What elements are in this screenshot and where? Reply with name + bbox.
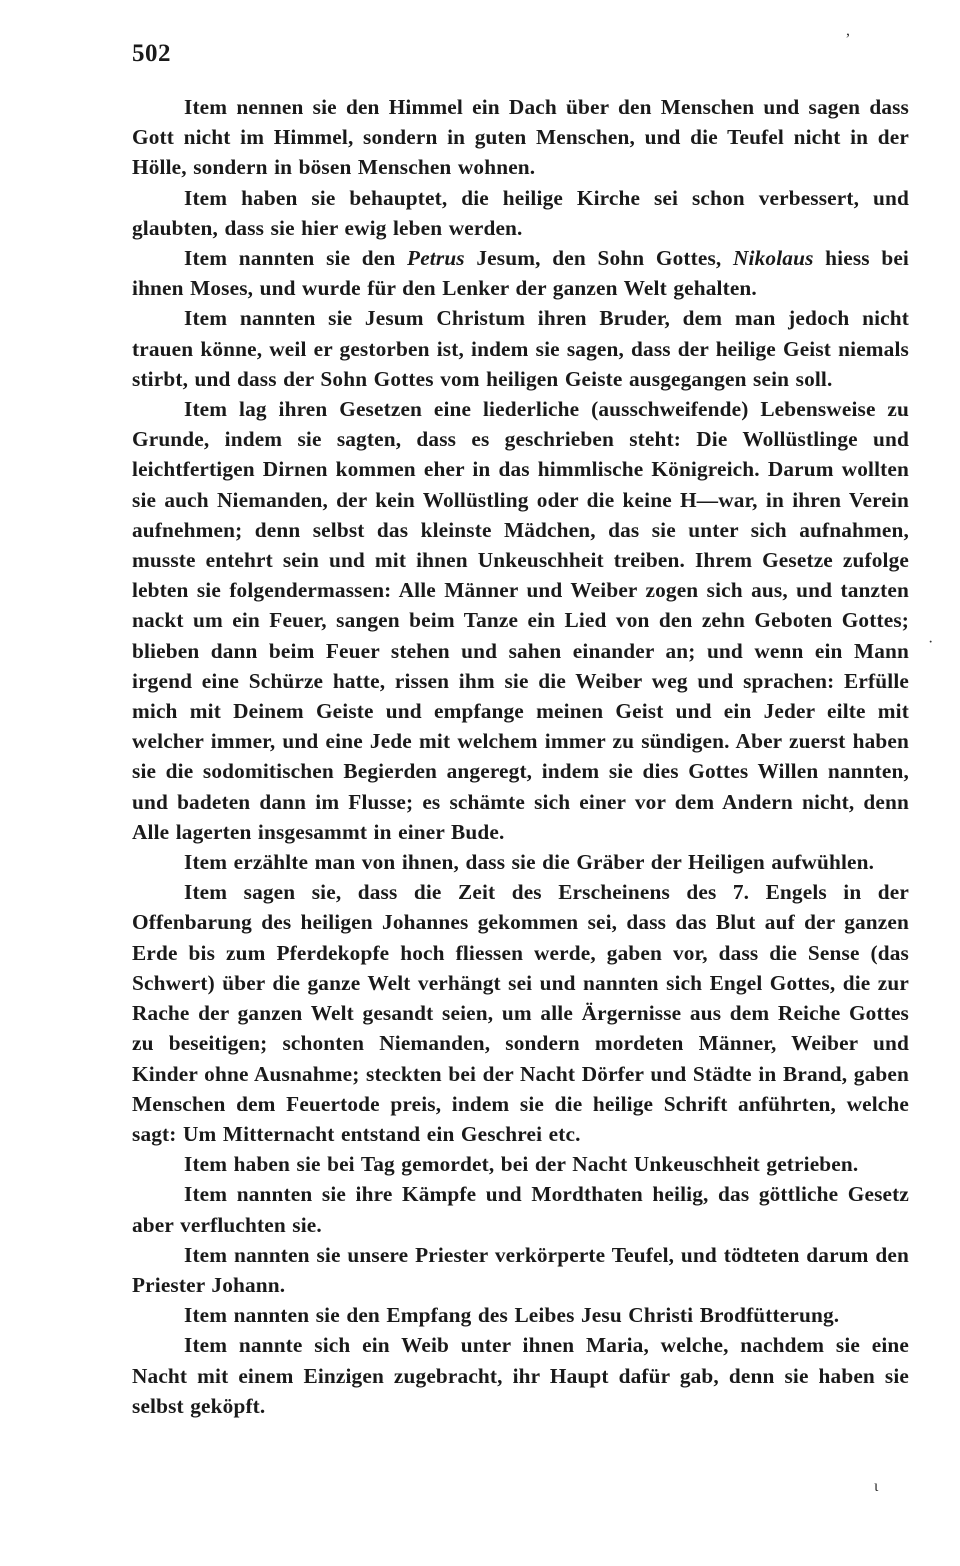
paragraph: Item nannten sie Jesum Christum ihren Bruder, dem man jedoch nicht trauen könne, weil er gestorben ist, indem sie sagen, dass der heilige Geist niemals stirbt, und dass der Sohn Gottes vom heiligen Geiste ausgegangen sein soll. <box>132 306 909 391</box>
page-number: 502 <box>132 40 171 67</box>
paragraph-text: hiess bei ihnen Moses, und wurde für den Lenker der ganzen Welt gehalten. <box>132 246 909 301</box>
paragraph: Item nannte sich ein Weib unter ihnen Maria, welche, nachdem sie eine Nacht mit einem Einzigen zugebracht, ihr Haupt dafür gab, denn sie haben sie selbst geköpft. <box>132 1333 909 1418</box>
paragraph: Item haben sie bei Tag gemordet, bei der Nacht Unkeuschheit getrieben. <box>184 1152 859 1177</box>
stray-mark: · <box>928 634 934 651</box>
name-nikolaus: Nikolaus <box>733 246 814 271</box>
paragraph: Item erzählte man von ihnen, dass sie die Gräber der Heiligen aufwühlen. <box>184 850 875 875</box>
paragraph: Item nannten sie unsere Priester verkörperte Teufel, und tödteten darum den Priester Johann. <box>132 1242 909 1297</box>
paragraph: Item nannten sie den Empfang des Leibes Jesu Christi Brodfütterung. <box>184 1303 840 1328</box>
body-text <box>132 92 909 1421</box>
name-petrus: Petrus <box>407 246 465 271</box>
paragraph-text: Jesum, den Sohn Gottes, <box>464 246 734 271</box>
stray-mark: , <box>846 22 850 39</box>
paragraph <box>132 243 909 303</box>
paragraph: Item nannten sie ihre Kämpfe und Mordthaten heilig, das göttliche Gesetz aber verfluchten sie. <box>132 1182 909 1237</box>
stray-mark: ɩ <box>874 1478 879 1495</box>
paragraph: Item haben sie behauptet, die heilige Kirche sei schon verbessert, und glaubten, dass sie hier ewig leben werden. <box>132 185 909 240</box>
paragraph: Item nennen sie den Himmel ein Dach über den Menschen und sagen dass Gott nicht im Himmel, sondern in guten Menschen, und die Teufel nicht in der Hölle, sondern in bösen Menschen wohnen. <box>132 95 909 180</box>
paragraph: Item lag ihren Gesetzen eine liederliche (ausschweifende) Lebensweise zu Grunde, indem sie sagten, dass es geschrieben steht: Die Wollüstlinge und leichtfertigen Dirnen kommen eher in das himmlische Königreich. Darum wollten sie auch Niemanden, der kein Wollüstling oder die keine H—war, in ihren Verein aufnehmen; denn selbst das kleinste Mädchen, das sie unter sich aufnahmen, musste entehrt sein und mit ihnen Unkeuschheit treiben. Ihrem Gesetze zufolge lebten sie folgendermassen: Alle Männer und Weiber zogen sich aus, und tanzten nackt um ein Feuer, sangen beim Tanze ein Lied von den zehn Geboten Gottes; blieben dann beim Feuer stehen und sahen einander an; und wenn ein Mann irgend eine Schürze hatte, rissen ihm sie die Weiber weg und sprachen: Erfülle mich mit Deinem Geiste und empfange meinen Geist und ein Jeder eilte mit welcher immer, und eine Jede mit welchem immer zu sündigen. Aber zuerst haben sie die sodomitischen Begierden angeregt, indem sie dies Gottes Willen nannten, und badeten dann im Flusse; es schämte sich einer vor dem Andern nicht, denn Alle lagerten insgesammt in einer Bude. <box>132 397 909 844</box>
paragraph-text: Item nannten sie den <box>184 246 408 271</box>
paragraph: Item sagen sie, dass die Zeit des Erscheinens des 7. Engels in der Offenbarung des heiligen Johannes gekommen sei, dass das Blut auf der ganzen Erde bis zum Pferdekopfe hoch fliessen werde, gaben vor, dass die Sense (das Schwert) über die ganze Welt verhängt sei und nannten sich Engel Gottes, die zur Rache der ganzen Welt gesandt seien, um alle Ärgernisse aus dem Reiche Gottes zu beseitigen; schonten Niemanden, sondern mordeten Männer, Weiber und Kinder ohne Ausnahme; steckten bei der Nacht Dörfer und Städte in Brand, gaben Menschen dem Feuertode preis, indem sie die heilige Schrift anführten, welche sagt: Um Mitternacht entstand ein Geschrei etc. <box>132 880 909 1146</box>
